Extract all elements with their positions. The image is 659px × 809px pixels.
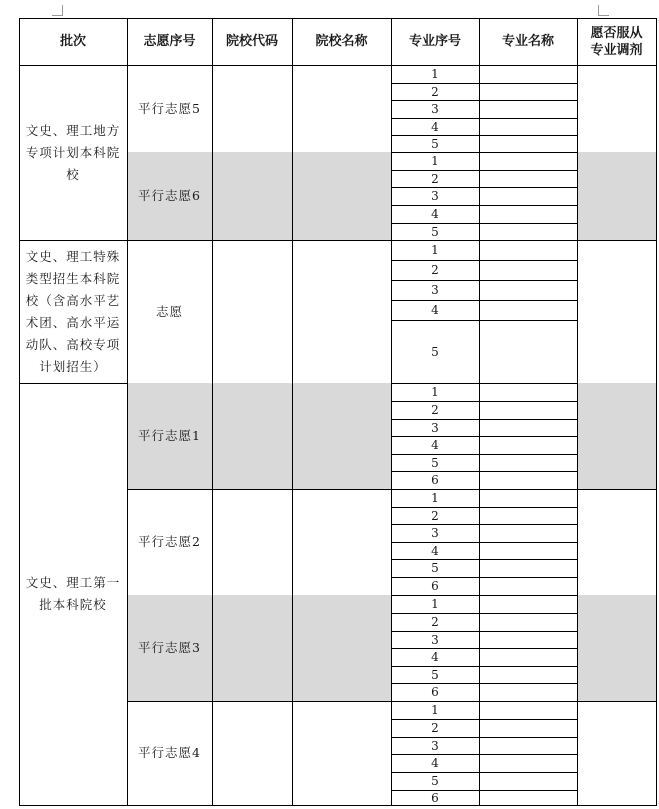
major-name-cell[interactable] <box>479 737 577 754</box>
major-row-line <box>391 737 578 738</box>
major-row-line <box>391 83 578 84</box>
header-major-order-text: 专业序号 <box>408 34 461 49</box>
major-row-line <box>391 223 578 224</box>
major-order-cell-text: 2 <box>431 84 439 99</box>
major-order-cell-text: 5 <box>431 774 439 788</box>
major-order-cell <box>391 790 479 805</box>
major-row-line <box>391 631 578 632</box>
major-row-line <box>391 790 578 791</box>
school-name-cell[interactable] <box>292 240 391 383</box>
column-line <box>212 18 213 806</box>
major-order-cell <box>391 613 479 631</box>
major-order-cell <box>391 240 479 260</box>
school-code-cell[interactable] <box>212 240 292 383</box>
major-name-cell[interactable] <box>479 489 577 507</box>
major-row-line <box>391 666 578 667</box>
major-name-cell[interactable] <box>479 524 577 542</box>
batch-cell <box>19 383 127 805</box>
major-name-cell[interactable] <box>479 436 577 454</box>
major-order-cell <box>391 223 479 240</box>
major-name-cell[interactable] <box>479 683 577 701</box>
column-line <box>19 18 20 806</box>
major-row-line <box>391 419 578 420</box>
column-line <box>479 18 480 806</box>
major-name-cell[interactable] <box>479 300 577 320</box>
column-line <box>292 18 293 806</box>
major-order-cell-text: 2 <box>431 615 439 629</box>
major-order-cell-text: 2 <box>431 721 439 735</box>
obey-adjust-cell[interactable] <box>577 152 656 240</box>
major-name-cell[interactable] <box>479 701 577 719</box>
major-order-cell <box>391 170 479 187</box>
major-order-cell <box>391 471 479 489</box>
column-line <box>656 18 657 806</box>
header-bottom-line <box>19 65 657 66</box>
major-order-cell <box>391 631 479 648</box>
header-batch <box>19 18 127 65</box>
major-order-cell-text: 6 <box>431 790 439 805</box>
major-order-cell <box>391 489 479 507</box>
major-order-cell-text: 5 <box>431 667 439 682</box>
major-order-cell <box>391 320 479 383</box>
batch-cell <box>19 240 127 383</box>
major-order-cell <box>391 135 479 152</box>
major-order-cell-text: 6 <box>431 579 439 593</box>
major-order-cell-text: 1 <box>431 154 439 168</box>
major-row-line <box>391 471 578 472</box>
major-name-cell[interactable] <box>479 471 577 489</box>
major-name-cell[interactable] <box>479 790 577 805</box>
major-order-cell-text: 4 <box>431 756 439 770</box>
table-top-line <box>19 18 657 19</box>
major-order-cell <box>391 436 479 454</box>
major-order-cell <box>391 454 479 471</box>
batch-cell-text: 文史、理工第一批本科院校 <box>25 575 121 612</box>
major-row-line <box>391 436 578 437</box>
major-name-cell[interactable] <box>479 135 577 152</box>
major-order-cell-text: 4 <box>431 543 439 558</box>
major-row-line <box>391 401 578 402</box>
major-row-line <box>391 170 578 171</box>
major-order-cell <box>391 577 479 595</box>
major-name-cell[interactable] <box>479 577 577 595</box>
major-order-cell-text: 1 <box>431 491 439 505</box>
header-major-name <box>479 18 577 65</box>
major-row-line <box>391 300 578 301</box>
major-order-cell-text: 3 <box>431 526 439 540</box>
major-row-line <box>391 454 578 455</box>
major-order-cell-text: 5 <box>431 136 439 151</box>
school-code-cell[interactable] <box>212 489 292 595</box>
school-code-cell[interactable] <box>212 383 292 489</box>
major-name-cell[interactable] <box>479 666 577 683</box>
obey-adjust-cell[interactable] <box>577 489 656 595</box>
batch-cell-text: 文史、理工特殊类型招生本科院校（含高水平艺术团、高水平运动队、高校专项计划招生） <box>25 248 121 374</box>
major-name-cell[interactable] <box>479 205 577 223</box>
major-name-cell[interactable] <box>479 507 577 524</box>
obey-adjust-cell[interactable] <box>577 65 656 152</box>
major-order-cell <box>391 152 479 170</box>
volunteer-label-cell <box>127 65 212 152</box>
batch-cell-text: 文史、理工地方专项计划本科院校 <box>25 122 121 182</box>
major-name-cell[interactable] <box>479 260 577 280</box>
header-major-order <box>391 18 479 65</box>
obey-adjust-cell[interactable] <box>577 595 656 701</box>
major-order-cell-text: 2 <box>431 171 439 186</box>
major-order-cell <box>391 383 479 401</box>
school-name-cell[interactable] <box>292 383 391 489</box>
major-order-cell-text: 5 <box>431 344 439 359</box>
header-volunteer-order-text: 志愿序号 <box>143 34 196 49</box>
batch-cell <box>19 65 127 240</box>
major-row-line <box>391 683 578 684</box>
volunteer-label-cell-text: 平行志愿6 <box>138 188 201 203</box>
major-order-cell-text: 3 <box>431 102 439 116</box>
header-school-name-text: 院校名称 <box>315 34 368 49</box>
major-row-line <box>391 772 578 773</box>
column-line <box>577 18 578 806</box>
major-name-cell[interactable] <box>479 152 577 170</box>
school-code-cell[interactable] <box>212 65 292 152</box>
major-row-line <box>391 719 578 720</box>
major-order-cell-text: 4 <box>431 119 439 134</box>
header-school-code <box>212 18 292 65</box>
major-name-cell[interactable] <box>479 631 577 648</box>
major-name-cell[interactable] <box>479 383 577 401</box>
major-name-cell[interactable] <box>479 772 577 790</box>
major-order-cell <box>391 595 479 613</box>
major-order-cell-text: 5 <box>431 224 439 239</box>
major-row-line <box>391 320 578 321</box>
volunteer-label-cell <box>127 240 212 383</box>
school-name-cell[interactable] <box>292 595 391 701</box>
major-order-cell <box>391 754 479 772</box>
major-order-cell-text: 1 <box>431 385 439 399</box>
header-obey-adjust <box>577 18 656 65</box>
major-order-cell-text: 4 <box>431 650 439 664</box>
major-row-line <box>391 542 578 543</box>
obey-adjust-cell[interactable] <box>577 240 656 383</box>
school-name-cell[interactable] <box>292 152 391 240</box>
group-line <box>19 805 657 806</box>
major-order-cell <box>391 701 479 719</box>
major-order-cell <box>391 280 479 300</box>
major-order-cell-text: 2 <box>431 508 439 523</box>
major-order-cell-text: 5 <box>431 561 439 575</box>
major-order-cell <box>391 401 479 419</box>
major-order-cell <box>391 683 479 701</box>
header-school-name <box>292 18 391 65</box>
major-order-cell <box>391 260 479 280</box>
volunteer-label-cell-text: 平行志愿3 <box>138 640 201 655</box>
major-order-cell-text: 2 <box>431 263 439 277</box>
major-row-line <box>391 118 578 119</box>
major-order-cell <box>391 83 479 100</box>
header-volunteer-order <box>127 18 212 65</box>
major-row-line <box>391 260 578 261</box>
major-order-cell-text: 3 <box>431 420 439 435</box>
major-name-cell[interactable] <box>479 613 577 631</box>
major-row-line <box>391 100 578 101</box>
volunteer-label-cell <box>127 489 212 595</box>
major-order-cell-text: 1 <box>431 703 439 717</box>
major-row-line <box>391 559 578 560</box>
major-order-cell-text: 5 <box>431 455 439 470</box>
column-line <box>391 18 392 806</box>
major-order-cell-text: 6 <box>431 473 439 487</box>
major-order-cell <box>391 65 479 83</box>
school-code-cell[interactable] <box>212 595 292 701</box>
major-name-cell[interactable] <box>479 595 577 613</box>
school-name-cell[interactable] <box>292 489 391 595</box>
school-name-cell[interactable] <box>292 701 391 805</box>
volunteer-label-cell <box>127 383 212 489</box>
major-order-cell-text: 1 <box>431 243 439 257</box>
major-order-cell-text: 4 <box>431 303 439 317</box>
school-code-cell[interactable] <box>212 701 292 805</box>
volunteer-label-cell <box>127 152 212 240</box>
major-name-cell[interactable] <box>479 187 577 205</box>
major-order-cell <box>391 559 479 577</box>
column-line <box>127 18 128 806</box>
major-name-cell[interactable] <box>479 754 577 772</box>
major-order-cell-text: 3 <box>431 738 439 753</box>
major-row-line <box>391 613 578 614</box>
major-order-cell <box>391 737 479 754</box>
school-code-cell[interactable] <box>212 152 292 240</box>
major-name-cell[interactable] <box>479 559 577 577</box>
major-order-cell <box>391 507 479 524</box>
major-order-cell <box>391 205 479 223</box>
major-order-cell <box>391 118 479 135</box>
major-order-cell <box>391 300 479 320</box>
major-name-cell[interactable] <box>479 648 577 666</box>
major-name-cell[interactable] <box>479 320 577 383</box>
major-row-line <box>391 187 578 188</box>
major-order-cell-text: 4 <box>431 438 439 452</box>
major-order-cell-text: 1 <box>431 67 439 81</box>
major-row-line <box>391 135 578 136</box>
major-name-cell[interactable] <box>479 170 577 187</box>
volunteer-label-cell-text: 平行志愿2 <box>138 534 201 549</box>
major-name-cell[interactable] <box>479 223 577 240</box>
header-school-code-text: 院校代码 <box>225 34 278 49</box>
major-name-cell[interactable] <box>479 419 577 436</box>
major-row-line <box>391 280 578 281</box>
major-name-cell[interactable] <box>479 542 577 559</box>
volunteer-label-cell <box>127 701 212 805</box>
major-order-cell <box>391 772 479 790</box>
volunteer-label-cell-text: 平行志愿5 <box>138 100 201 116</box>
major-name-cell[interactable] <box>479 118 577 135</box>
major-order-cell <box>391 524 479 542</box>
major-name-cell[interactable] <box>479 240 577 260</box>
major-order-cell-text: 4 <box>431 207 439 221</box>
major-name-cell[interactable] <box>479 401 577 419</box>
major-order-cell-text: 3 <box>431 283 439 297</box>
major-order-cell <box>391 542 479 559</box>
header-major-name-text: 专业名称 <box>501 34 554 49</box>
major-order-cell-text: 2 <box>431 403 439 417</box>
major-name-cell[interactable] <box>479 83 577 100</box>
major-row-line <box>391 577 578 578</box>
major-row-line <box>391 507 578 508</box>
major-order-cell <box>391 187 479 205</box>
major-order-cell <box>391 648 479 666</box>
major-order-cell-text: 3 <box>431 632 439 647</box>
volunteer-label-cell <box>127 595 212 701</box>
obey-adjust-cell[interactable] <box>577 701 656 805</box>
major-name-cell[interactable] <box>479 100 577 118</box>
school-name-cell[interactable] <box>292 65 391 152</box>
major-order-cell <box>391 100 479 118</box>
major-name-cell[interactable] <box>479 719 577 737</box>
major-row-line <box>391 524 578 525</box>
major-order-cell-text: 1 <box>431 597 439 611</box>
header-obey-adjust-text: 愿否服从专业调剂 <box>590 25 643 58</box>
obey-adjust-cell[interactable] <box>577 383 656 489</box>
volunteer-label-cell-text: 平行志愿4 <box>138 745 201 760</box>
major-order-cell <box>391 666 479 683</box>
major-row-line <box>391 205 578 206</box>
major-row-line <box>391 648 578 649</box>
major-order-cell <box>391 719 479 737</box>
major-order-cell-text: 3 <box>431 189 439 203</box>
volunteer-label-cell-text: 平行志愿1 <box>138 428 201 443</box>
major-order-cell <box>391 419 479 436</box>
major-name-cell[interactable] <box>479 454 577 471</box>
major-row-line <box>391 754 578 755</box>
header-batch-text: 批次 <box>59 34 86 49</box>
major-name-cell[interactable] <box>479 65 577 83</box>
volunteer-label-cell-text: 志愿 <box>155 303 183 319</box>
major-name-cell[interactable] <box>479 280 577 300</box>
major-order-cell-text: 6 <box>431 685 439 699</box>
